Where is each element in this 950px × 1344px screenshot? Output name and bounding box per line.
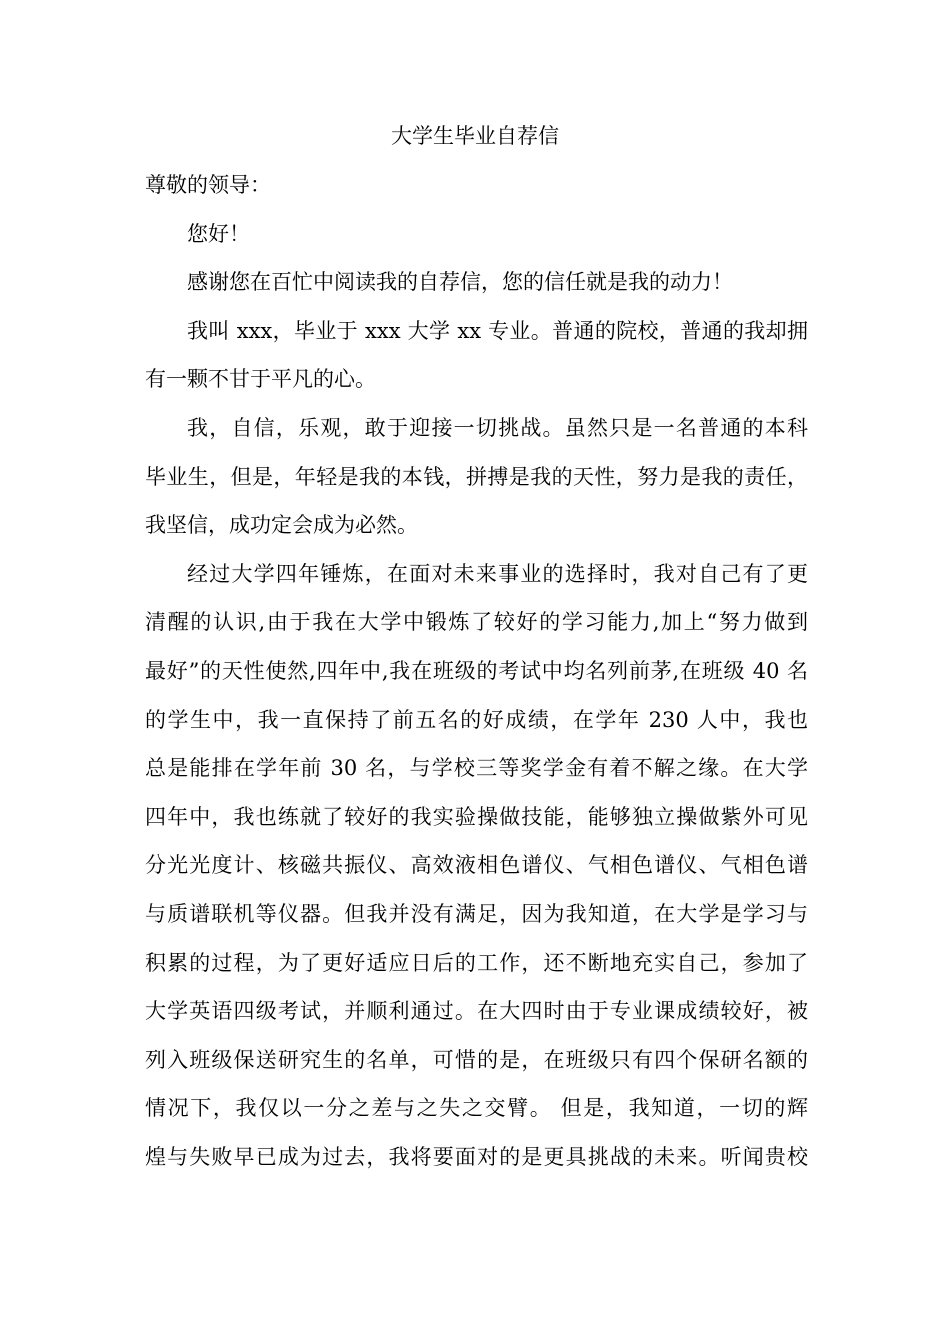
paragraph-line: 总是能排在学年前 30 名，与学校三等奖学金有着不解之缘。在大学 [145, 756, 808, 781]
paragraph-line: 分光光度计、核磁共振仪、高效液相色谱仪、气相色谱仪、气相色谱 [145, 853, 808, 878]
paragraph-line: 您好！ [187, 221, 250, 246]
paragraph-line: 情况下，我仅以一分之差与之失之交臂。 但是，我知道，一切的辉 [145, 1096, 808, 1121]
paragraph-line: 积累的过程，为了更好适应日后的工作，还不断地充实自己，参加了 [145, 950, 808, 975]
paragraph-line: 四年中，我也练就了较好的我实验操做技能，能够独立操做紫外可见 [145, 804, 808, 829]
paragraph-line: 大学英语四级考试，并顺利通过。在大四时由于专业课成绩较好，被 [145, 999, 808, 1024]
document-title: 大学生毕业自荐信 [391, 124, 559, 148]
paragraph-line: 我叫 xxx，毕业于 xxx 大学 xx 专业。普通的院校，普通的我却拥 [187, 318, 808, 343]
paragraph-line: 与质谱联机等仪器。但我并没有满足，因为我知道，在大学是学习与 [145, 902, 808, 926]
paragraph-line: 经过大学四年锤炼，在面对未来事业的选择时，我对自己有了更 [187, 561, 808, 586]
paragraph-line: 的学生中，我一直保持了前五名的好成绩，在学年 230 人中，我也 [145, 707, 808, 732]
paragraph-line: 毕业生，但是，年轻是我的本钱，拼搏是我的天性，努力是我的责任， [145, 464, 808, 489]
paragraph-line: 煌与失败早已成为过去，我将要面对的是更具挑战的未来。听闻贵校 [145, 1145, 808, 1169]
paragraph-line: 感谢您在百忙中阅读我的自荐信，您的信任就是我的动力！ [187, 270, 733, 295]
paragraph-line: 列入班级保送研究生的名单，可惜的是，在班级只有四个保研名额的 [145, 1047, 808, 1072]
paragraph-line: 我坚信，成功定会成为必然。 [145, 513, 418, 538]
paragraph-line: 尊敬的领导： [145, 173, 271, 197]
paragraph-line: 有一颗不甘于平凡的心。 [145, 367, 376, 392]
paragraph-line: 清醒的认识,由于我在大学中锻炼了较好的学习能力,加上“努力做到 [145, 610, 808, 635]
paragraph-line: 我，自信，乐观，敢于迎接一切挑战。虽然只是一名普通的本科 [187, 416, 808, 440]
paragraph-line: 最好”的天性使然,四年中,我在班级的考试中均名列前茅,在班级 40 名 [145, 659, 808, 683]
